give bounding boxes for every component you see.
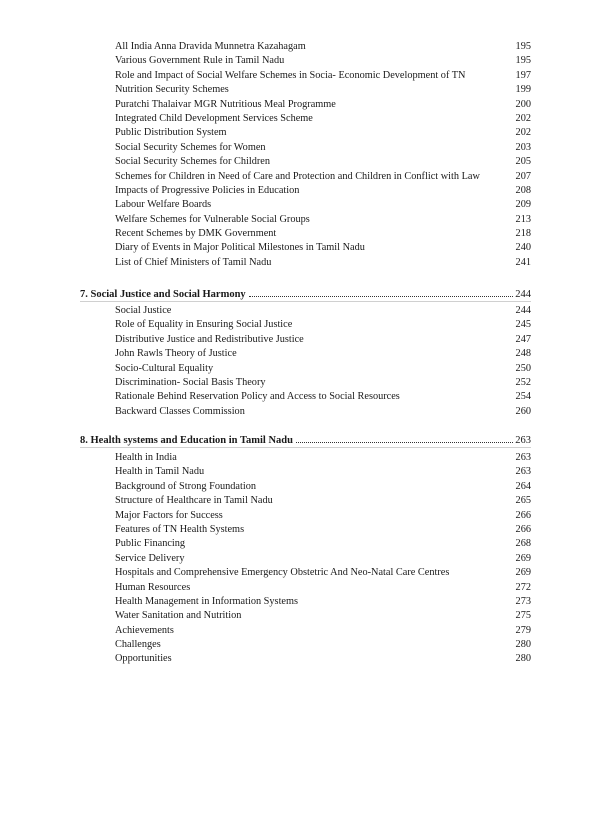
entry-page: 208	[515, 184, 531, 196]
entry-title: Water Sanitation and Nutrition	[115, 610, 242, 622]
toc-entry[interactable]	[115, 227, 531, 241]
entry-title: Health in Tamil Nadu	[115, 466, 205, 478]
entry-page: 202	[515, 127, 531, 139]
entry-title: Diary of Events in Major Political Milestones in Tamil Nadu	[115, 242, 365, 254]
entry-page: 269	[515, 552, 531, 564]
toc-entry[interactable]	[115, 405, 531, 419]
entry-page: 269	[515, 567, 531, 579]
entry-title: Human Resources	[115, 581, 191, 593]
entry-page: 245	[515, 319, 531, 331]
entry-title: Various Government Rule in Tamil Nadu	[115, 55, 285, 67]
section-page: 244	[515, 289, 531, 300]
entry-title: Integrated Child Development Services Scheme	[115, 112, 313, 124]
toc-entry[interactable]	[115, 552, 531, 566]
entry-title: Recent Schemes by DMK Government	[115, 228, 277, 240]
toc-entry[interactable]	[115, 83, 531, 97]
entry-title: Public Financing	[115, 538, 186, 550]
entry-page: 244	[515, 305, 531, 316]
toc-entry[interactable]	[115, 126, 531, 140]
entry-page: 218	[515, 228, 531, 240]
toc-entries-section-7	[115, 304, 531, 419]
entry-page: 263	[515, 466, 531, 478]
entry-title: Role and Impact of Social Welfare Schemes in Socia- Economic Development of TN	[115, 69, 466, 81]
entry-page: 209	[515, 199, 531, 211]
toc-entry[interactable]	[115, 624, 531, 638]
dot-leader	[296, 441, 513, 443]
entry-title: Social Security Schemes for Children	[115, 156, 270, 168]
entry-page: 275	[515, 610, 531, 622]
entry-title: Discrimination- Social Basis Theory	[115, 376, 266, 388]
toc-entry[interactable]	[115, 523, 531, 537]
toc-entry[interactable]	[115, 595, 531, 609]
toc-entry[interactable]	[115, 566, 531, 580]
toc-entry[interactable]	[115, 198, 531, 212]
entry-title: Background of Strong Foundation	[115, 480, 256, 492]
toc-entry[interactable]	[115, 390, 531, 404]
entry-page: 202	[515, 112, 531, 124]
toc-entry[interactable]	[115, 581, 531, 595]
toc-entry[interactable]	[115, 537, 531, 551]
entry-page: 272	[515, 581, 531, 593]
entry-title: Features of TN Health Systems	[115, 523, 245, 535]
section-divider	[80, 301, 531, 302]
entry-title: Achievements	[115, 624, 174, 636]
entry-page: 268	[515, 538, 531, 550]
toc-entry[interactable]	[115, 638, 531, 652]
entry-title: Major Factors for Success	[115, 509, 223, 521]
toc-entry[interactable]	[115, 318, 531, 332]
entry-title: Opportunities	[115, 653, 172, 665]
entry-title: Schemes for Children in Need of Care and Protection and Children in Conflict with Law	[115, 170, 480, 182]
section-heading-8[interactable]	[80, 430, 531, 446]
section-title: 7. Social Justice and Social Harmony	[80, 289, 246, 300]
entry-page: 247	[515, 333, 531, 345]
entry-title: Structure of Healthcare in Tamil Nadu	[115, 495, 273, 507]
entry-page: 265	[515, 495, 531, 507]
toc-entry[interactable]	[115, 509, 531, 523]
entry-page: 252	[515, 376, 531, 388]
toc-entry[interactable]	[115, 98, 531, 112]
toc-entries-section-8	[115, 451, 531, 667]
toc-entry[interactable]	[115, 256, 531, 270]
entry-page: 264	[515, 480, 531, 492]
toc-entry[interactable]	[115, 376, 531, 390]
entry-title: Socio-Cultural Equality	[115, 362, 214, 374]
toc-entry[interactable]	[115, 494, 531, 508]
toc-entry[interactable]	[115, 69, 531, 83]
entry-title: Labour Welfare Boards	[115, 199, 212, 211]
entry-page: 205	[515, 156, 531, 168]
entry-title: Challenges	[115, 639, 161, 651]
section-title: 8. Health systems and Education in Tamil Nadu	[80, 435, 293, 446]
entry-title: Public Distribution System	[115, 127, 227, 139]
toc-entry[interactable]	[115, 141, 531, 155]
toc-entry[interactable]	[115, 652, 531, 666]
entry-page: 248	[515, 348, 531, 360]
entry-page: 195	[515, 55, 531, 67]
entry-page: 266	[515, 509, 531, 521]
toc-entry[interactable]	[115, 347, 531, 361]
entry-title: Impacts of Progressive Policies in Education	[115, 184, 300, 196]
toc-entry[interactable]	[115, 362, 531, 376]
entry-title: Rationale Behind Reservation Policy and Access to Social Resources	[115, 391, 400, 403]
entry-title: Role of Equality in Ensuring Social Justice	[115, 319, 293, 331]
entry-title: Welfare Schemes for Vulnerable Social Groups	[115, 213, 310, 225]
entry-page: 197	[515, 69, 531, 81]
entry-title: Health in India	[115, 452, 177, 463]
entry-page: 207	[515, 170, 531, 182]
entry-page: 213	[515, 213, 531, 225]
entry-page: 241	[515, 256, 531, 268]
entry-title: Social Security Schemes for Women	[115, 141, 266, 153]
toc-entries-continued	[115, 40, 531, 270]
entry-page: 240	[515, 242, 531, 254]
toc-entry[interactable]	[115, 465, 531, 479]
toc-entry[interactable]	[115, 609, 531, 623]
entry-page: 280	[515, 653, 531, 665]
entry-page: 195	[515, 41, 531, 52]
entry-title: Hospitals and Comprehensive Emergency Obstetric And Neo-Natal Care Centres	[115, 567, 450, 579]
entry-title: Distributive Justice and Redistributive Justice	[115, 333, 304, 345]
entry-page: 200	[515, 98, 531, 110]
toc-entry[interactable]	[115, 480, 531, 494]
section-page: 263	[515, 435, 531, 446]
section-heading-7[interactable]	[80, 284, 531, 300]
entry-title: Health Management in Information Systems	[115, 595, 299, 607]
toc-entry[interactable]	[115, 451, 531, 465]
entry-title: All India Anna Dravida Munnetra Kazahagam	[115, 41, 306, 52]
entry-title: Social Justice	[115, 305, 172, 316]
entry-title: List of Chief Ministers of Tamil Nadu	[115, 256, 272, 268]
toc-entry[interactable]	[115, 40, 531, 54]
entry-page: 279	[515, 624, 531, 636]
entry-title: Nutrition Security Schemes	[115, 84, 229, 96]
section-divider	[80, 447, 531, 448]
entry-page: 273	[515, 595, 531, 607]
entry-page: 260	[515, 405, 531, 417]
entry-page: 250	[515, 362, 531, 374]
entry-page: 199	[515, 84, 531, 96]
entry-title: Service Delivery	[115, 552, 185, 564]
toc-entry[interactable]	[115, 54, 531, 68]
entry-page: 263	[515, 452, 531, 463]
entry-title: John Rawls Theory of Justice	[115, 348, 237, 360]
toc-entry[interactable]	[115, 112, 531, 126]
toc-entry[interactable]	[115, 155, 531, 169]
toc-entry[interactable]	[115, 184, 531, 198]
toc-entry[interactable]	[115, 213, 531, 227]
entry-page: 254	[515, 391, 531, 403]
entry-title: Backward Classes Commission	[115, 405, 245, 417]
entry-title: Puratchi Thalaivar MGR Nutritious Meal Programme	[115, 98, 336, 110]
dot-leader	[249, 295, 514, 297]
entry-page: 266	[515, 523, 531, 535]
toc-entry[interactable]	[115, 170, 531, 184]
toc-entry[interactable]	[115, 241, 531, 255]
toc-entry[interactable]	[115, 304, 531, 318]
entry-page: 280	[515, 639, 531, 651]
toc-entry[interactable]	[115, 333, 531, 347]
entry-page: 203	[515, 141, 531, 153]
